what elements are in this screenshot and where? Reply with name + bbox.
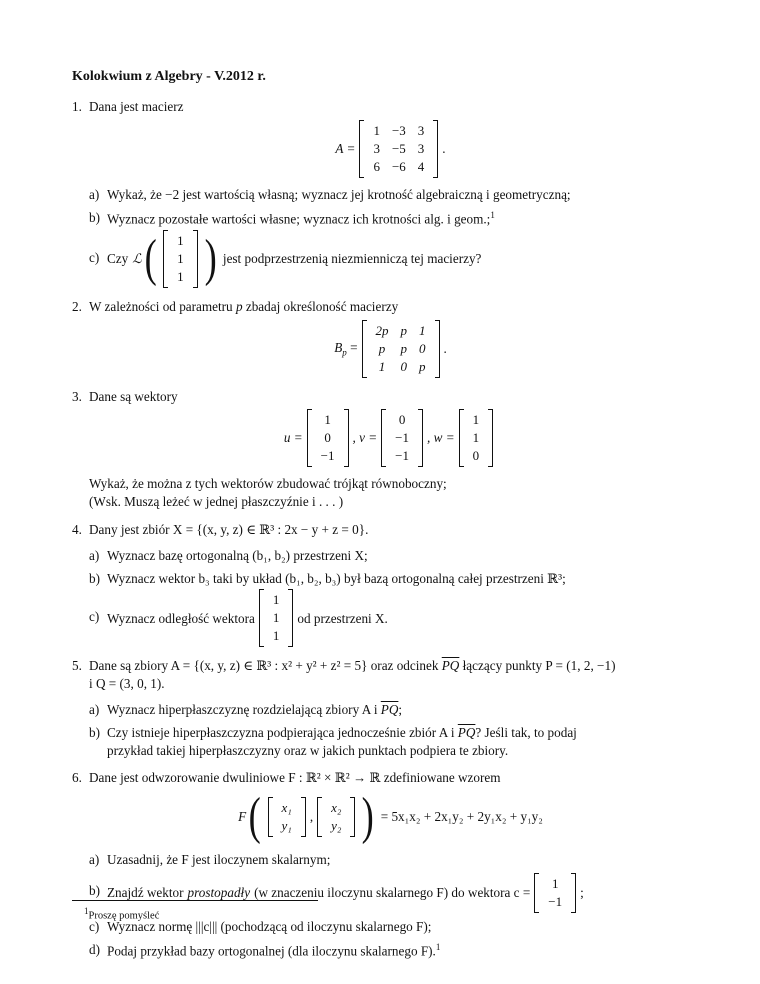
subtask-text: Wyznacz wektor b₃ taki by układ (b₁, b₂, b₃) był bazą ortogonalną całej przestrzeni ℝ³; [107, 570, 566, 586]
matrix-subscript: p [342, 347, 347, 358]
matrix-cell: 1 [272, 628, 280, 644]
subtask-text: Uzasadnij, że F jest iloczynem skalarnym; [107, 852, 331, 868]
matrix-cell: 0 [472, 448, 480, 464]
matrix-name: B [334, 339, 343, 355]
matrix-row [315, 411, 341, 429]
matrix-cell: 0 [400, 358, 407, 374]
matrix-row [367, 158, 430, 176]
matrix-row [389, 429, 415, 447]
matrix-cell: −5 [391, 140, 406, 156]
problem-number: 2. [72, 298, 82, 314]
problem-number: 5. [72, 658, 82, 674]
subtask-end: ; [580, 885, 584, 901]
subtask-b [89, 873, 692, 913]
subtask-text: Czy istnieje hiperpłaszczyzna podpierająca jednocześnie zbiór A i [107, 724, 455, 740]
matrix-lhs: A = [335, 140, 356, 156]
vector-w-label: , w = [427, 430, 455, 446]
subtask-a [89, 851, 692, 869]
left-paren: ( [248, 788, 261, 846]
matrix-row [325, 799, 347, 817]
matrix-row [467, 411, 486, 429]
matrix-cell: 1 [177, 268, 184, 284]
matrix-cell: −1 [548, 894, 563, 910]
vector-v-label: , v = [352, 430, 378, 446]
matrix-cell: −3 [391, 122, 406, 138]
vector-ones [259, 589, 294, 647]
matrix-row [276, 799, 298, 817]
parameter-var: p [235, 298, 243, 314]
matrix-row [325, 817, 347, 835]
subtask-label: a) [89, 702, 100, 718]
matrix-cell: 1 [272, 610, 280, 626]
matrix-row [370, 322, 432, 340]
matrix-cell: 1 [177, 232, 184, 248]
matrix-row [315, 447, 341, 465]
matrix-cell: 0 [324, 430, 331, 446]
vector-w [459, 409, 494, 467]
matrix-cell: 3 [417, 122, 425, 138]
matrix-row [370, 358, 432, 376]
comma: , [309, 809, 314, 825]
subtask-text: Czy [107, 250, 129, 266]
matrix-cell: 1 [324, 412, 331, 428]
matrix-row [267, 591, 286, 609]
matrix-cell: −6 [391, 158, 406, 174]
subtask-text: (w znaczeniu iloczynu skalarnego F) do wektora c = [254, 885, 531, 901]
matrix-cell: y₁ [281, 818, 292, 834]
matrix-cell: 3 [417, 140, 425, 156]
subtask-text: Wyznacz hiperpłaszczyznę rozdzielającą zbiory A i [107, 702, 378, 718]
intro-text: łączący punkty P = (1, 2, −1) [462, 658, 616, 674]
matrix-cell: p [400, 322, 407, 338]
subtask-label: c) [89, 249, 100, 265]
footnote-ref: 1 [490, 209, 495, 220]
matrix-cell: y₂ [331, 818, 342, 834]
subtask-c [89, 230, 692, 288]
intro-text: Dany jest zbiór [89, 521, 170, 537]
problem-3 [72, 388, 692, 511]
matrix-lhs [334, 339, 357, 359]
problem-number: 3. [72, 388, 82, 404]
problem-text: Wykaż, że można z tych wektorów zbudować trójkąt równoboczny; [89, 476, 447, 492]
subtask-text: Wyznacz normę |||c||| (pochodzącą od iloczynu skalarnego F); [107, 919, 432, 935]
equals-sign: = [350, 339, 358, 355]
set-definition: X = {(x, y, z) ∈ ℝ³ : 2x − y + z = 0}. [172, 521, 369, 537]
footnote [84, 905, 159, 924]
matrix-cell: −1 [395, 430, 410, 446]
right-paren: ) [362, 788, 375, 846]
matrix-cell: 1 [378, 358, 386, 374]
vector-u-label: u = [283, 430, 303, 446]
problem-intro [89, 657, 692, 675]
vector-xy2 [317, 797, 355, 837]
matrix-cell: 1 [373, 122, 380, 138]
subtask-label: a) [89, 852, 100, 868]
matrix-row [370, 340, 432, 358]
matrix-row [467, 429, 486, 447]
function-name: F [238, 809, 247, 825]
vector-v [381, 409, 423, 467]
subtask-text: przykład takiej hiperpłaszczyzny oraz w jakich punktach podpiera te zbiory. [107, 742, 509, 758]
matrix-row [389, 411, 415, 429]
vectors-equation [89, 409, 692, 467]
subtask-c [89, 589, 692, 647]
footnote-divider [72, 900, 318, 901]
problem-intro [89, 521, 692, 539]
problem-number: 1. [72, 98, 82, 114]
subtask-label: a) [89, 186, 100, 202]
hint-text: (Wsk. Muszą leżeć w jednej płaszczyźnie i . . . ) [89, 494, 344, 510]
subtask-c [89, 918, 692, 936]
subtask-b [89, 724, 692, 760]
subtask-text: Znajdź wektor [107, 885, 184, 901]
segment-PQ: $\overline{PQ}$ [441, 658, 460, 674]
intro-text: W zależności od parametru [89, 298, 233, 314]
matrix-row [171, 268, 190, 286]
footnote-mark: 1 [84, 906, 89, 916]
subtask-d [89, 941, 692, 960]
matrix-cell: 4 [417, 158, 425, 174]
matrix-cell: 3 [373, 140, 380, 156]
matrix-cell: 1 [551, 876, 559, 892]
subtask-label: d) [89, 941, 100, 957]
matrix-equation [89, 120, 692, 178]
matrix-cell: 1 [272, 592, 280, 608]
matrix-cell: p [419, 358, 426, 374]
subtask-text: Wyznacz odległość wektora [107, 610, 255, 626]
footnote-ref: 1 [435, 941, 441, 952]
matrix-cell: x₂ [331, 800, 342, 816]
vector-xy1 [268, 797, 306, 837]
subtask-text: Wykaż, że −2 jest wartością własną; wyznacz jej krotność algebraiczną i geometryczną; [107, 186, 571, 202]
matrix-cell: 0 [419, 340, 426, 356]
matrix-cell: p [400, 340, 407, 356]
problem-6 [72, 769, 692, 960]
vector-c [534, 873, 576, 913]
matrix-cell: 1 [472, 412, 480, 428]
problem-number: 6. [72, 770, 82, 786]
subtask-b [89, 570, 692, 588]
problem-number: 4. [72, 521, 82, 537]
document-page [72, 68, 692, 970]
subtask-label: b) [89, 724, 100, 740]
footnote-text: Proszę pomyśleć [88, 910, 160, 922]
vector-ones [163, 230, 198, 288]
subtask-a [89, 547, 692, 565]
page-title: Kolokwium z Algebry - V.2012 r. [72, 69, 266, 84]
bilinear-form-equation [89, 788, 692, 846]
subtask-text: Wyznacz bazę ortogonalną (b₁, b₂) przestrzeni X; [107, 547, 368, 563]
equation-rhs: = 5x₁x₂ + 2x₁y₂ + 2y₁x₂ + y₁y₂ [380, 809, 543, 825]
problem-text: i Q = (3, 0, 1). [89, 676, 165, 692]
segment-PQ: $\overline{PQ}$ [380, 702, 399, 718]
right-paren: ) [204, 229, 217, 287]
subtask-label: b) [89, 209, 100, 225]
problem-intro: Dana jest macierz [89, 98, 184, 114]
matrix-cell: 1 [472, 430, 480, 446]
problem-4 [72, 521, 692, 647]
subtask-end: ; [398, 702, 403, 718]
matrix-Bp [362, 320, 440, 378]
matrix-cell: x₁ [281, 800, 292, 816]
subtask-label: c) [89, 919, 100, 935]
subtask-text: Wyznacz pozostałe wartości własne; wyznacz ich krotności alg. i geom.; [107, 210, 491, 226]
subtask-label: a) [89, 547, 100, 563]
matrix-row [171, 232, 190, 250]
subtask-text: jest podprzestrzenią niezmienniczą tej macierzy? [222, 250, 482, 266]
subtask-a [89, 701, 692, 719]
matrix-cell: 6 [373, 158, 380, 174]
matrix-cell: −1 [320, 448, 335, 464]
matrix-row [267, 627, 286, 645]
problem-1 [72, 98, 692, 288]
matrix-cell: 2p [375, 322, 389, 338]
problem-intro: Dane są wektory [89, 388, 178, 404]
subtask-label: b) [89, 883, 100, 899]
matrix-row [171, 250, 190, 268]
intro-text: Dane są zbiory A = {(x, y, z) ∈ ℝ³ : x² + y² + z² = 5} oraz odcinek [89, 658, 439, 674]
left-paren: ( [144, 229, 157, 287]
subtask-a [89, 186, 692, 204]
matrix-cell: 1 [419, 322, 426, 338]
matrix-cell: p [378, 340, 386, 356]
matrix-cell: 0 [398, 412, 406, 428]
emphasis-text: prostopadły [187, 885, 251, 901]
matrix-row [389, 447, 415, 465]
matrix-row [367, 140, 430, 158]
intro-text: zbadaj określoność macierzy [245, 298, 399, 314]
subtask-b [89, 209, 692, 228]
vector-u [307, 409, 349, 467]
problem-intro [89, 298, 692, 316]
problem-5 [72, 657, 692, 759]
segment-PQ: $\overline{PQ}$ [457, 724, 476, 740]
matrix-equation [89, 320, 692, 378]
matrix-row [542, 875, 568, 893]
span-symbol: ℒ [132, 250, 142, 266]
matrix-row [315, 429, 341, 447]
matrix-row [367, 122, 430, 140]
matrix-cell: 1 [177, 250, 184, 266]
matrix-A [359, 120, 438, 178]
subtask-text: od przestrzeni X. [297, 610, 388, 626]
matrix-row [276, 817, 298, 835]
problem-intro: Dane jest odwzorowanie dwuliniowe F : ℝ² × ℝ² → ℝ zdefiniowane wzorem [89, 770, 501, 786]
subtask-text: ? Jeśli tak, to podaj [475, 724, 577, 740]
subtask-text: Podaj przykład bazy ortogonalnej (dla iloczynu skalarnego F). [107, 943, 436, 959]
matrix-row [542, 893, 568, 911]
matrix-cell: −1 [395, 448, 410, 464]
matrix-row [267, 609, 286, 627]
subtask-label: b) [89, 570, 100, 586]
equation-end: . [442, 140, 446, 156]
matrix-row [467, 447, 486, 465]
problem-2 [72, 298, 692, 378]
equation-end: . [443, 340, 447, 356]
subtask-label: c) [89, 609, 100, 625]
